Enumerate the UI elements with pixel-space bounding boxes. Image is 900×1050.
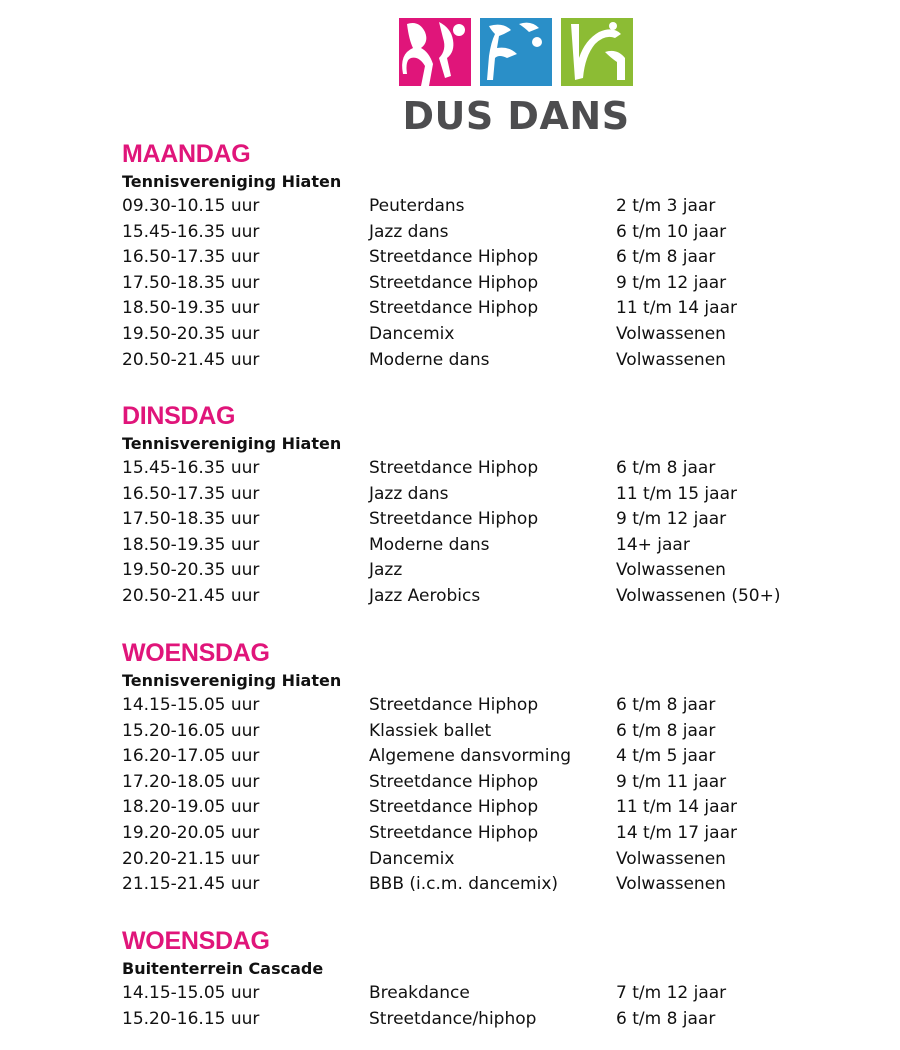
class-name: Dancemix <box>369 323 455 344</box>
class-age-group: 7 t/m 12 jaar <box>616 983 727 1003</box>
class-name: Streetdance Hiphop <box>369 458 539 478</box>
class-name: Klassiek ballet <box>369 720 492 741</box>
class-time: 09.30-10.15 uur <box>122 196 260 216</box>
schedule-row <box>122 770 822 796</box>
class-time: 19.50-20.35 uur <box>122 323 260 344</box>
class-time: 16.50-17.35 uur <box>122 483 260 504</box>
class-name: BBB (i.c.m. dancemix) <box>369 874 559 895</box>
class-name: Streetdance Hiphop <box>369 771 539 792</box>
class-age-group: 11 t/m 14 jaar <box>616 298 737 319</box>
schedule-row <box>122 693 822 719</box>
logo-dancer-icons <box>399 18 633 86</box>
schedule-section-tuesday <box>122 401 822 610</box>
schedule-row <box>122 872 822 898</box>
class-time: 19.20-20.05 uur <box>122 822 260 843</box>
class-time: 20.20-21.15 uur <box>122 848 260 869</box>
class-time: 20.50-21.45 uur <box>122 349 260 370</box>
class-age-group: Volwassenen <box>616 848 726 869</box>
class-age-group: 14+ jaar <box>616 534 690 555</box>
class-age-group: 6 t/m 8 jaar <box>616 1008 716 1029</box>
class-age-group: 9 t/m 12 jaar <box>616 509 727 530</box>
schedule-row <box>122 271 822 297</box>
schedule-row <box>122 821 822 847</box>
class-name: Moderne dans <box>369 349 490 370</box>
class-time: 20.50-21.45 uur <box>122 585 260 606</box>
class-age-group: Volwassenen <box>616 323 726 344</box>
class-name: Streetdance Hiphop <box>369 695 539 715</box>
schedule-row <box>122 322 822 348</box>
class-age-group: 9 t/m 11 jaar <box>616 771 727 792</box>
class-name: Streetdance Hiphop <box>369 509 539 530</box>
class-age-group: Volwassenen <box>616 560 726 581</box>
schedule-row <box>122 296 822 322</box>
class-age-group: 11 t/m 15 jaar <box>616 483 737 504</box>
class-name: Streetdance Hiphop <box>369 272 539 293</box>
class-age-group: 11 t/m 14 jaar <box>616 797 737 818</box>
day-heading: DINSDAG <box>122 402 236 430</box>
class-time: 18.50-19.35 uur <box>122 534 260 555</box>
class-age-group: 2 t/m 3 jaar <box>616 196 716 216</box>
class-time: 15.45-16.35 uur <box>122 458 260 478</box>
day-heading: WOENSDAG <box>122 927 270 955</box>
class-time: 15.20-16.15 uur <box>122 1008 260 1029</box>
class-time: 17.20-18.05 uur <box>122 771 260 792</box>
class-name: Streetdance Hiphop <box>369 797 539 818</box>
schedule-row <box>122 245 822 271</box>
class-age-group: Volwassenen <box>616 349 726 370</box>
schedule-row <box>122 584 822 610</box>
schedule-row <box>122 558 822 584</box>
venue-name: Buitenterrein Cascade <box>122 959 324 978</box>
class-name: Peuterdans <box>369 196 465 216</box>
schedule-row <box>122 1007 822 1033</box>
class-age-group: 6 t/m 10 jaar <box>616 221 727 242</box>
venue-name: Tennisvereniging Hiaten <box>122 434 342 453</box>
class-time: 17.50-18.35 uur <box>122 509 260 530</box>
schedule-section-monday <box>122 139 822 373</box>
class-time: 21.15-21.45 uur <box>122 874 260 895</box>
schedule-row <box>122 719 822 745</box>
class-age-group: 6 t/m 8 jaar <box>616 458 716 478</box>
class-name: Streetdance Hiphop <box>369 247 539 268</box>
schedule-row <box>122 795 822 821</box>
venue-name: Tennisvereniging Hiaten <box>122 671 342 690</box>
class-name: Breakdance <box>369 983 470 1003</box>
class-age-group: 6 t/m 8 jaar <box>616 247 716 268</box>
class-time: 19.50-20.35 uur <box>122 560 260 581</box>
class-age-group: 4 t/m 5 jaar <box>616 746 716 767</box>
class-name: Streetdance Hiphop <box>369 298 539 319</box>
logo-wordmark: DUS DANS <box>402 94 630 138</box>
class-time: 14.15-15.05 uur <box>122 983 260 1003</box>
class-time: 18.20-19.05 uur <box>122 797 260 818</box>
class-name: Streetdance/hiphop <box>369 1008 537 1029</box>
schedule-row <box>122 847 822 873</box>
day-heading: WOENSDAG <box>122 639 270 667</box>
venue-name: Tennisvereniging Hiaten <box>122 172 342 191</box>
class-time: 15.45-16.35 uur <box>122 221 260 242</box>
class-time: 16.50-17.35 uur <box>122 247 260 268</box>
class-age-group: Volwassenen <box>616 874 726 895</box>
class-name: Jazz Aerobics <box>369 585 481 606</box>
class-name: Moderne dans <box>369 534 490 555</box>
schedule-row <box>122 220 822 246</box>
class-time: 17.50-18.35 uur <box>122 272 260 293</box>
class-age-group: Volwassenen (50+) <box>616 585 781 606</box>
schedule-row <box>122 981 822 1007</box>
class-name: Streetdance Hiphop <box>369 822 539 843</box>
schedule-row <box>122 533 822 559</box>
schedule-row <box>122 348 822 374</box>
schedule-row <box>122 194 822 220</box>
schedule-row <box>122 507 822 533</box>
class-name: Jazz <box>369 560 403 581</box>
class-name: Dancemix <box>369 848 455 869</box>
schedule-section-wednesday-cascade <box>122 926 822 1032</box>
schedule-row <box>122 744 822 770</box>
class-time: 18.50-19.35 uur <box>122 298 260 319</box>
dus-dans-logo <box>397 18 635 138</box>
class-name: Algemene dansvorming <box>369 746 572 767</box>
class-time: 16.20-17.05 uur <box>122 746 260 767</box>
class-age-group: 6 t/m 8 jaar <box>616 720 716 741</box>
class-age-group: 14 t/m 17 jaar <box>616 822 737 843</box>
schedule-section-wednesday-hiaten <box>122 638 822 898</box>
class-name: Jazz dans <box>369 221 449 242</box>
class-age-group: 6 t/m 8 jaar <box>616 695 716 715</box>
day-heading: MAANDAG <box>122 140 251 168</box>
class-time: 14.15-15.05 uur <box>122 695 260 715</box>
class-name: Jazz dans <box>369 483 449 504</box>
schedule-row <box>122 456 822 482</box>
class-time: 15.20-16.05 uur <box>122 720 260 741</box>
class-age-group: 9 t/m 12 jaar <box>616 272 727 293</box>
schedule-row <box>122 482 822 508</box>
